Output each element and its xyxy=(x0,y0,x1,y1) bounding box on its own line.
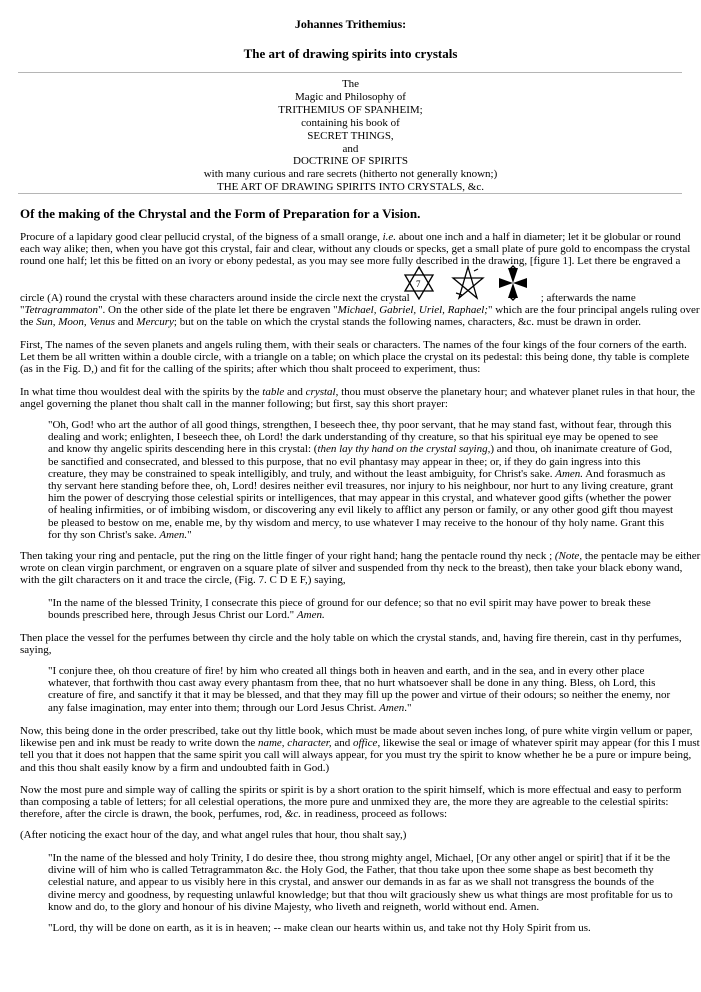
author-heading: Johannes Trithemius: xyxy=(294,17,407,31)
divider-top xyxy=(18,72,682,73)
paragraph-crystal: Procure of a lapidary good clear pellucid crystal, of the bigness of a small orange, i.e. about one inch and a half in diameter; let it be globular or round each way alike; then, when you have got this crystal, fair and clear, without any clouds or specks, get a small plate of pure gold to encompass the crystal round one half; let this be fitted on an ivory or ebony pedestal, as you may see more fully described in the drawing, [figure 1]. Let there be engraved a xyxy=(20,231,691,268)
fire-conjuration-quote: "I conjure thee, oh thou creature of fire! by him who created all things both in heaven and earth, and in the sea, and in every other place whatever, that forthwith thou cast away every phantasm from thee, that no hurt whatsoever shall be done in any thing. Bless, oh Lord, this creature of fire, and sanctify it that it may be blessed, and that they may fill up the power and virtue of their odours; so neither the enemy, nor any false imagination, may enter into them; through our Lord Jesus Christ. Amen." xyxy=(48,665,671,714)
title-block-line: DOCTRINE OF SPIRITS xyxy=(293,155,408,168)
title-block-line: Magic and Philosophy of xyxy=(295,90,406,103)
title-block-line: with many curious and rare secrets (hitherto not generally known;) xyxy=(203,168,498,181)
title-block-line: containing his book of xyxy=(301,116,400,129)
paragraph-little-book: Now, this being done in the order prescribed, take out thy little book, which must be made about seven inches long, of pure white virgin vellum or paper, likewise pen and ink must be ready to write down the name, character, and office, likewise the seal or image of whatever spirit may appear (for this I must tell you that it does not happen that the same spirit you call will always appear, for you must try the spirit to know whether he be a pure or impure being, and this thou shalt easily know by a firm and undoubted faith in God.) xyxy=(20,725,700,774)
title-block-line: The xyxy=(341,78,360,90)
hexagram-icon xyxy=(401,265,437,301)
title-block xyxy=(0,78,701,194)
divider-bottom xyxy=(18,193,682,194)
svg-text:7: 7 xyxy=(416,279,421,289)
crystal-characters xyxy=(401,265,527,301)
paragraph-planetary-hour: In what time thou wouldest deal with the spirits by the table and crystal, thou must observe the planetary hour; and whatever planet rules in that hour, the angel governing the planet thou shalt call in the manner following; but first, say this short prayer: xyxy=(20,386,696,411)
title-block-line: SECRET THINGS, xyxy=(307,129,394,142)
prayer-quote: "Oh, God! who art the author of all good things, strengthen, I beseech thee, thy poor servant, that he may stand fast, without fear, through this dealing and work; enlighten, I beseech thee, oh Lord! the dark understanding of thy creature, so that his spiritual eye may be opened to see and know thy angelic spirits descending here in this crystal: (then lay thy hand on the crystal saying,) and thou, oh inanimate creature of God, be sanctified and consecrated, and blessed to this purpose, that no evil phantasy may appear in thee; or, if they do gain ingress into this creature, they may be constrained to speak intelligibly, and truly, and without the least ambiguity, for Christ's sake. Amen. And forasmuch as thy servant here standing before thee, oh, Lord! desires neither evil treasures, nor injury to his neighbour, nor hurt to any living creature, grant him the power of descrying those celestial spirits or intelligences, that may appear in this crystal, and whatever good gifts (whether the power of healing infirmities, or of imbibing wisdom, or discovering any evil likely to afflict any person or family, or any other good gift thou mayest be pleased to bestow on me, enable me, by thy wisdom and mercy, to use whatever I may receive to the honour of thy holy name. Grant this for thy son Christ's sake. Amen." xyxy=(48,419,674,541)
title-block-line: and xyxy=(342,142,359,155)
title-block-line: TRITHEMIUS OF SPANHEIM; xyxy=(278,103,423,116)
paragraph-crystal-cont: circle (A) round the crystal with these characters around inside the circle next the crystal ; afterwards the name "Tetragrammaton". On the other side of the plate let there be engraven "Michael, Gabriel, Uriel, Raphael;" which are the four principal angels ruling over the Sun, Moon, Venus and Mercury; but on the table on which the crystal stands the following names, characters, &c. must be drawn in order. xyxy=(20,292,700,329)
paragraph-ring-pentacle: Then taking your ring and pentacle, put the ring on the little finger of your right hand; hang the pentacle round thy neck ; (Note, the pentacle may be either wrote on clean virgin parchment, or engraven on a square plate of silver and suspended from thy neck to the breast), then take your black ebony wand, with the gilt characters on it and trace the circle, (Fig. 7. C D E F,) saying, xyxy=(20,550,701,587)
paragraph-perfumes: Then place the vessel for the perfumes between thy circle and the holy table on which the crystal stands, and, having fire therein, cast in thy perfumes, saying, xyxy=(20,632,682,657)
invocation-quote: "In the name of the blessed and holy Trinity, I do desire thee, thou strong mighty angel, Michael, [Or any other angel or spirit] that if it be the divine will of him who is called Tetragrammaton &c. the Holy God, the Father, that thou take upon thee some shape as best becometh thy celestial nature, and appear to us visibly here in this crystal, and answer our demands in as far as we shall not transgress the bounds of the divine mercy and goodness, by requesting unlawful knowledge; but that thou wilt graciously shew us what things are most profitable for us to know and do, to the glory and honour of his divine Majesty, who liveth and reigneth, world without end. Amen. xyxy=(48,852,673,913)
paragraph-exact-hour: (After noticing the exact hour of the day, and what angel rules that hour, thou shalt say,) xyxy=(20,829,407,841)
pentagram-icon xyxy=(450,265,486,301)
title-block-line: THE ART OF DRAWING SPIRITS INTO CRYSTALS, &c. xyxy=(217,181,484,194)
consecration-quote: "In the name of the blessed Trinity, I consecrate this piece of ground for our defence; so that no evil spirit may have power to break these bounds prescribed here, through Jesus Christ our Lord." Amen. xyxy=(48,597,651,622)
paragraph-oration: Now the most pure and simple way of calling the spirits or spirit is by a short oration to the spirit himself, which is more effectual and easy to perform than composing a table of letters; for all celestial operations, the more pure and unmixed they are, the more they are agreable to the celestial spirits: therefore, after the circle is drawn, the book, perfumes, rod, &c. in readiness, proceed as follows: xyxy=(20,784,682,821)
lords-will-quote: "Lord, thy will be done on earth, as it is in heaven; -- make clean our hearts within us, and take not thy Holy Spirit from us. xyxy=(48,922,591,934)
page-title: The art of drawing spirits into crystals xyxy=(243,46,458,61)
section-heading: Of the making of the Chrystal and the Form of Preparation for a Vision. xyxy=(20,206,421,221)
cross-pattee-icon xyxy=(497,265,529,301)
paragraph-planets: First, The names of the seven planets and angels ruling them, with their seals or characters. The names of the four kings of the four corners of the earth. Let them be all written within a double circle, with a triangle on a table; on which place the crystal on its pedestal: this being done, thy table is complete (as in the Fig. D,) and fit for the calling of the spirits; after which thou shalt proceed to experiment, thus: xyxy=(20,339,690,376)
